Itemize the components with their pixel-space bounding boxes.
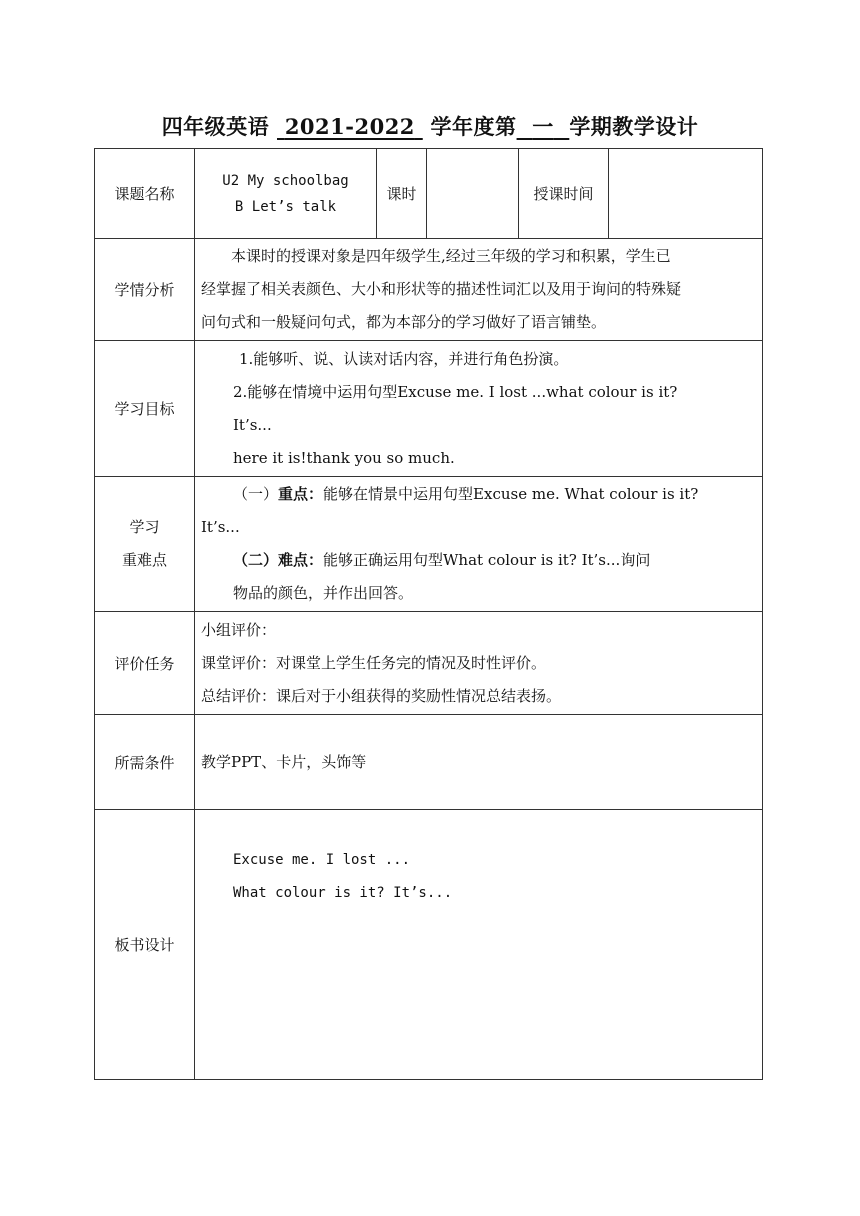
period-label: 课时 (377, 149, 427, 239)
row-objectives (95, 341, 763, 477)
row-board (95, 810, 763, 1080)
key-point-2-text: 能够正确运用句型What colour is it? It’s...询问 (323, 551, 651, 569)
analysis-label: 学情分析 (95, 239, 195, 341)
key-point-1-label: 重点： (278, 485, 324, 503)
evaluation-line-2: 课堂评价：对课堂上学生任务完的情况及时性评价。 (201, 653, 547, 672)
analysis-line-2: 经掌握了相关表颜色、大小和形状等的描述性词汇以及用于询问的特殊疑 (201, 280, 682, 298)
conditions-value: 教学PPT、卡片，头饰等 (195, 715, 763, 810)
period-value[interactable] (427, 149, 519, 239)
evaluation-line-3: 总结评价：课后对于小组获得的奖励性情况总结表扬。 (201, 686, 562, 705)
row-key-points (95, 477, 763, 612)
topic-value (195, 149, 377, 239)
evaluation-label: 评价任务 (95, 612, 195, 715)
board-label: 板书设计 (95, 810, 195, 1080)
board-line-1: Excuse me. I lost ... (233, 852, 411, 868)
key-point-1-text: 能够在情景中运用句型Excuse me. What colour is it? (323, 485, 699, 503)
topic-line-1: U2 My schoolbag (222, 172, 349, 189)
analysis-line-3: 问句式和一般疑问句式，都为本部分的学习做好了语言铺垫。 (201, 313, 607, 331)
key-points-label (95, 477, 195, 612)
row-evaluation (95, 612, 763, 715)
board-line-2: What colour is it? It’s... (233, 885, 453, 901)
title-middle: 学年度第 (422, 114, 517, 139)
topic-line-2: B Let’s talk (234, 198, 337, 215)
key-point-2 (201, 544, 756, 577)
key-point-1-cont: It’s... (201, 518, 240, 536)
row-analysis (95, 239, 763, 341)
lesson-plan-table (94, 148, 763, 1080)
key-point-1 (201, 478, 756, 511)
key-point-2-label: （二）难点： (233, 551, 324, 569)
objective-line-4: here it is!thank you so much. (233, 448, 455, 467)
key-points-label-line-1: 学习 (129, 518, 160, 536)
key-point-1-prefix: （一） (233, 485, 279, 503)
board-content (195, 810, 763, 1080)
objectives-content (195, 341, 763, 477)
title-suffix: 学期教学设计 (569, 114, 699, 139)
analysis-content (195, 239, 763, 341)
objective-line-2: 2.能够在情境中运用句型Excuse me. I lost ...what colour is it? (233, 382, 678, 401)
row-conditions (95, 715, 763, 810)
time-label: 授课时间 (519, 149, 609, 239)
page-title (0, 111, 860, 141)
objectives-label: 学习目标 (95, 341, 195, 477)
key-point-2-cont: 物品的颜色，并作出回答。 (233, 584, 414, 602)
key-points-content (195, 477, 763, 612)
row-topic (95, 149, 763, 239)
objective-line-3: It’s... (233, 415, 272, 434)
analysis-line-1: 本课时的授课对象是四年级学生,经过三年级的学习和积累，学生已 (231, 247, 671, 265)
topic-label: 课题名称 (95, 149, 195, 239)
evaluation-line-1: 小组评价： (201, 620, 277, 639)
key-points-label-line-2: 重难点 (121, 551, 167, 569)
title-prefix: 四年级英语 (161, 114, 277, 139)
title-term: 一 (532, 114, 554, 139)
title-year: 2021-2022 (284, 114, 415, 139)
objective-line-1: 1.能够听、说、认读对话内容，并进行角色扮演。 (239, 349, 569, 368)
evaluation-content (195, 612, 763, 715)
conditions-label: 所需条件 (95, 715, 195, 810)
time-value[interactable] (609, 149, 763, 239)
